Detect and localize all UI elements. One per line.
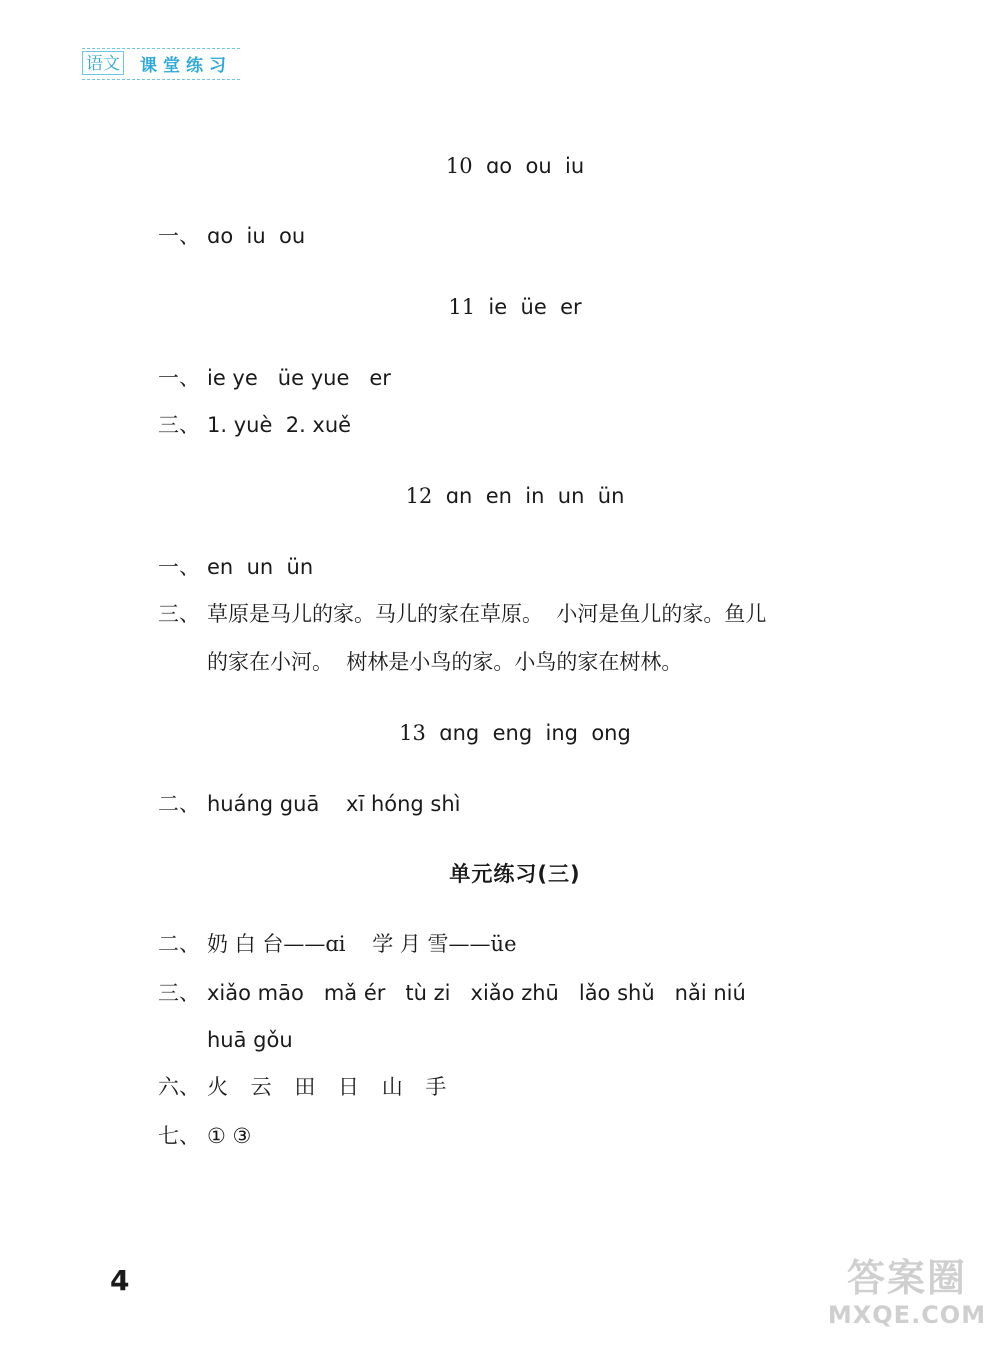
unit-exercise-title: 单元练习(三)	[449, 862, 581, 886]
watermark	[822, 1256, 992, 1336]
lesson-pinyin: ɑo ou iu	[485, 154, 585, 178]
lesson-number: 11	[448, 295, 476, 319]
answer-text: 草原是马儿的家。马儿的家在草原。 小河是鱼儿的家。鱼儿	[207, 602, 767, 626]
answer-label: 一、	[158, 366, 200, 390]
lesson-title-13	[0, 719, 1000, 747]
lesson-title-12	[0, 482, 1000, 510]
answer-label: 六、	[158, 1075, 200, 1099]
answer-text: 1. yuè 2. xuě	[207, 413, 352, 437]
answer-text: 火 云 田 日 山 手	[207, 1075, 455, 1099]
answer-label: 二、	[158, 932, 200, 956]
answer-text-continued: huā gǒu	[207, 1028, 293, 1052]
answer-text: ① ③	[207, 1124, 252, 1148]
lesson-pinyin: ɑng eng ing ong	[439, 721, 631, 745]
lesson-title-10	[0, 152, 1000, 180]
answer-label: 一、	[158, 555, 200, 579]
answer-text: xiǎo māo mǎ ér tù zi xiǎo zhū lǎo shǔ nǎi niú	[207, 981, 746, 1005]
subject-tag: 语文	[82, 51, 124, 75]
book-title: 课堂练习	[140, 56, 232, 76]
answer-text: huáng guā xī hóng shì	[207, 792, 461, 816]
answer-label: 三、	[158, 602, 200, 626]
lesson-title-11	[0, 293, 1000, 321]
answer-label: 二、	[158, 792, 200, 816]
answer-label: 一、	[158, 224, 200, 248]
page-number: 4	[110, 1264, 130, 1297]
lesson-pinyin: ie üe er	[488, 295, 582, 319]
watermark-logo-text: 答案圈	[846, 1256, 967, 1300]
answer-text: ie ye üe yue er	[207, 366, 391, 390]
answer-text: ɑo iu ou	[207, 224, 306, 248]
answer-text: 奶 白 台——ɑi 学 月 雪——üe	[207, 932, 517, 956]
answer-label: 七、	[158, 1124, 200, 1148]
watermark-url: MXQE.COM	[827, 1301, 987, 1329]
answer-label: 三、	[158, 981, 200, 1005]
answer-text: en un ün	[207, 555, 314, 579]
lesson-number: 10	[445, 154, 473, 178]
page-header	[82, 48, 240, 80]
lesson-number: 12	[405, 484, 433, 508]
answer-label: 三、	[158, 413, 200, 437]
lesson-number: 13	[399, 721, 426, 745]
lesson-pinyin: ɑn en in un ün	[445, 484, 625, 508]
answer-text-continued: 的家在小河。 树林是小鸟的家。小鸟的家在树林。	[207, 650, 683, 674]
